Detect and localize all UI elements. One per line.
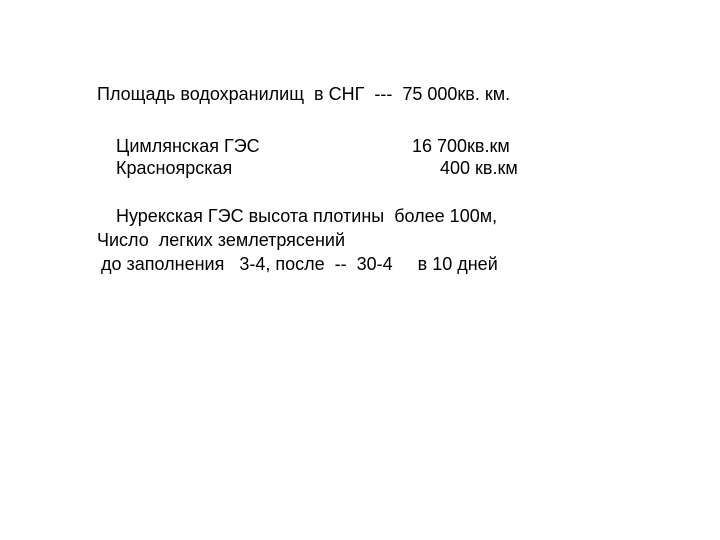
earthquake-before-after-text: до заполнения 3-4, после -- 30-4 в 10 дней: [101, 254, 498, 274]
earthquake-count-text: Число легких землетрясений: [97, 230, 345, 250]
reservoir-name-krasnoyarsk: Красноярская: [116, 158, 233, 178]
reservoir-area-summary: Площадь водохранилищ в СНГ --- 75 000кв. км.: [97, 84, 511, 104]
reservoir-name-tsimlyansk: Цимлянская ГЭС: [116, 136, 260, 156]
reservoir-area-tsimlyansk: 16 700кв.км: [412, 136, 510, 156]
reservoir-area-krasnoyarsk: 400 кв.км: [440, 158, 518, 178]
nurek-dam-height-text: Нурекская ГЭС высота плотины более 100м,: [116, 206, 498, 226]
